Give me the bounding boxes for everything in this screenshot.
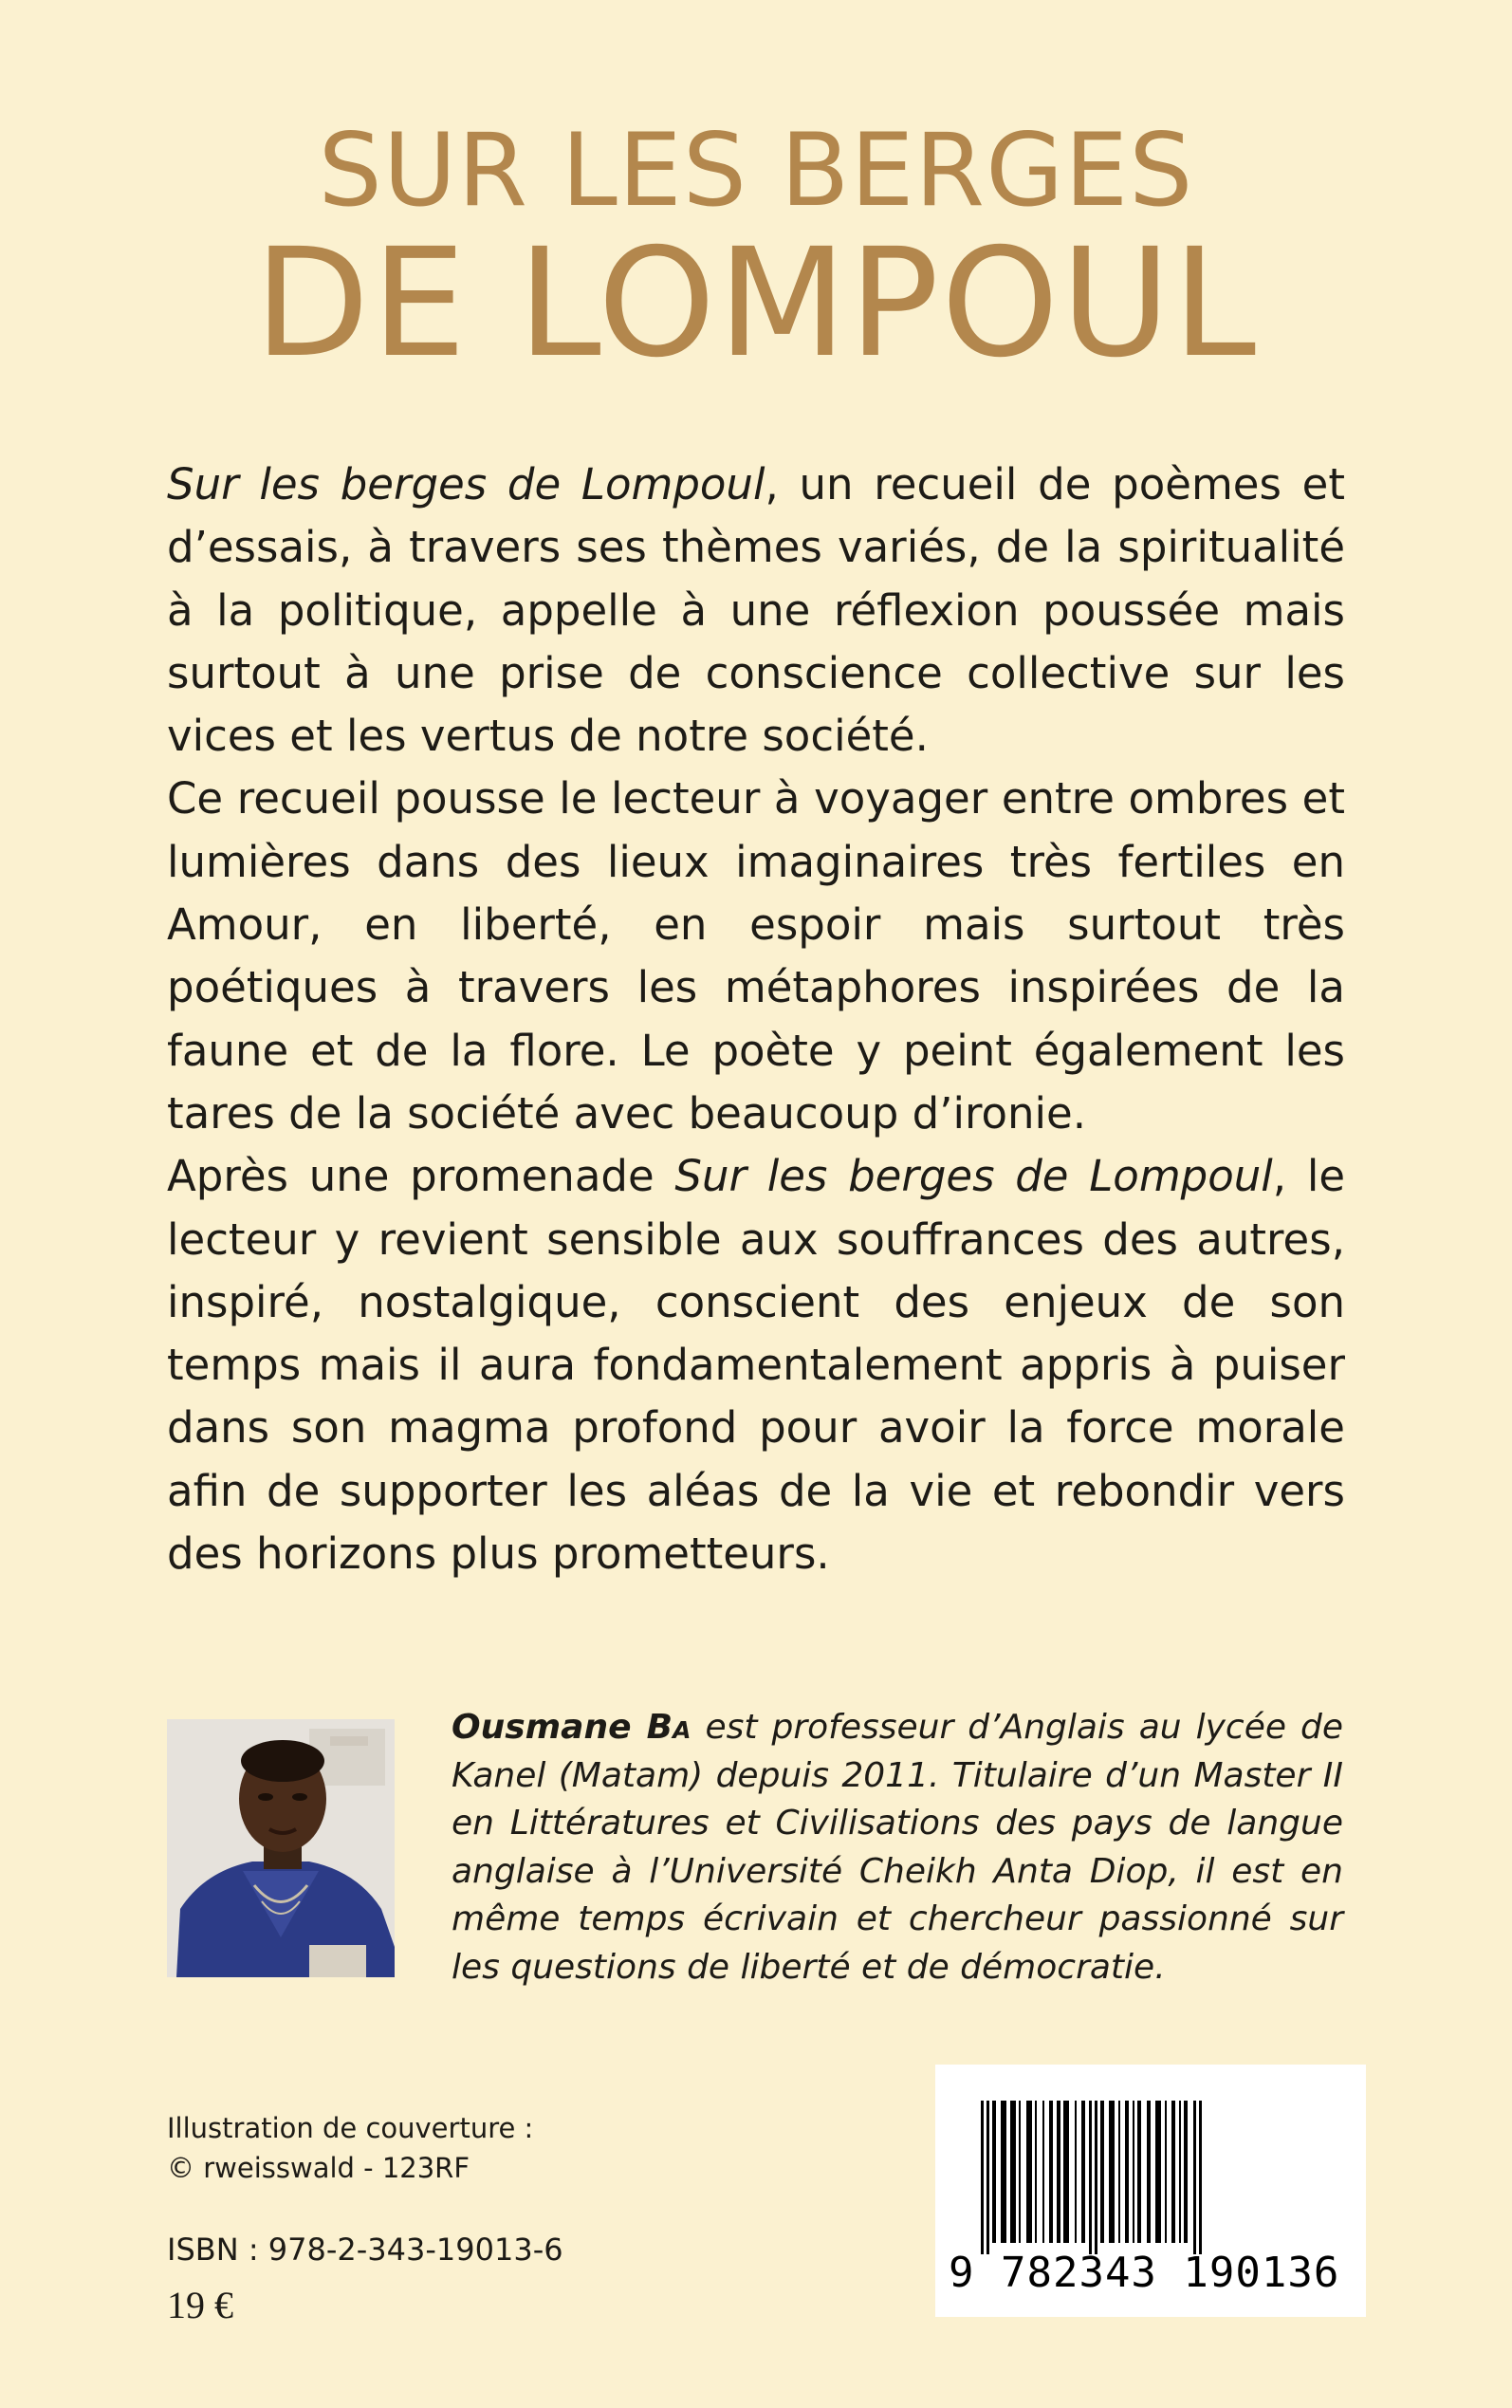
barcode-bar <box>1118 2101 1120 2243</box>
barcode-digits: 9 782343 190136 <box>949 2249 1340 2297</box>
price: 19 € <box>167 2284 233 2326</box>
blurb-paragraph-3 <box>167 1145 1345 1585</box>
barcode-bar <box>1035 2101 1037 2243</box>
title-line-1: SUR LES BERGES <box>318 112 1194 229</box>
author-portrait-icon <box>167 1719 395 1977</box>
barcode-bar <box>1075 2101 1077 2243</box>
cover-credit <box>167 2108 533 2188</box>
barcode-bar <box>1081 2101 1085 2243</box>
barcode-bar <box>1125 2101 1129 2243</box>
isbn: ISBN : 978-2-343-19013-6 <box>167 2232 563 2268</box>
barcode-bar <box>1179 2101 1181 2243</box>
barcode-bar <box>1042 2101 1044 2243</box>
book-title-italic: Sur les berges de Lompoul <box>167 459 765 509</box>
barcode-bar <box>1109 2101 1115 2243</box>
barcode-bar <box>981 2101 984 2254</box>
barcode-bar <box>1001 2101 1006 2243</box>
barcode-bar <box>1184 2101 1188 2243</box>
barcode-bar <box>1010 2101 1016 2243</box>
barcode-bars-icon <box>935 2065 1366 2254</box>
author-bio <box>452 1704 1343 1991</box>
blurb-paragraph-1 <box>167 454 1345 768</box>
blurb-text: , le lecteur y revient sensible aux souffrances des autres, inspiré, nostalgique, conscient des enjeux de son temps mais il aura fondamentalement appris à puiser dans son magma profond pour avoir la force morale afin de supporter les aléas de la vie et rebondir vers des horizons plus prometteurs. <box>167 1151 1346 1580</box>
book-title-italic: Sur les berges de Lompoul <box>674 1151 1273 1202</box>
barcode-bar <box>1193 2101 1196 2254</box>
author-surname: Ba <box>646 1708 691 1747</box>
author-bio-text: est professeur d’Anglais au lycée de Kanel (Matam) depuis 2011. Titulaire d’un Master II en Littératures et Civilisations des pays de langue anglaise à l’Université Cheikh Anta Diop, il est en même temps écrivain et chercheur passionné sur les questions de liberté et de démocratie. <box>452 1708 1344 1987</box>
blurb-text: , un recueil de poèmes et d’essais, à travers ses thèmes variés, de la spiritualité à la politique, appelle à une réflexion poussée mais surtout à une prise de conscience collective sur les vices et les vertus de notre société. <box>167 459 1345 762</box>
barcode-bar <box>1133 2101 1134 2243</box>
title-line-2: DE LOMPOUL <box>253 216 1259 391</box>
back-cover-blurb <box>167 454 1345 1585</box>
barcode-bar <box>1049 2101 1053 2243</box>
barcode-bar <box>1089 2101 1092 2254</box>
author-photo <box>167 1719 395 1977</box>
barcode-bar <box>1100 2101 1104 2243</box>
barcode-bar <box>1019 2101 1021 2243</box>
barcode-bar <box>1155 2101 1161 2243</box>
barcode-bar <box>992 2101 996 2243</box>
illustration-source: © rweisswald - 123RF <box>167 2152 470 2184</box>
barcode-bar <box>1057 2101 1060 2243</box>
barcode-bar <box>1063 2101 1069 2243</box>
barcode-bar <box>986 2101 989 2254</box>
barcode-bar <box>1095 2101 1097 2254</box>
illustration-label: Illustration de couverture : <box>167 2112 534 2144</box>
author-name: Ousmane Ba <box>452 1708 691 1747</box>
barcode-bar <box>1199 2101 1202 2254</box>
barcode-bar <box>1165 2101 1167 2243</box>
barcode <box>935 2065 1366 2317</box>
blurb-text: Après une promenade <box>167 1151 675 1202</box>
barcode-bar <box>1137 2101 1141 2243</box>
blurb-paragraph-2: Ce recueil pousse le lecteur à voyager entre ombres et lumières dans des lieux imaginaires très fertiles en Amour, en liberté, en espoir mais surtout très poétiques à travers les métaphores inspirées de la faune et de la flore. Le poète y peint également les tares de la société avec beaucoup d’ironie. <box>167 773 1345 1139</box>
barcode-bar <box>1147 2101 1151 2243</box>
barcode-bar <box>1171 2101 1175 2243</box>
barcode-bar <box>1026 2101 1032 2243</box>
